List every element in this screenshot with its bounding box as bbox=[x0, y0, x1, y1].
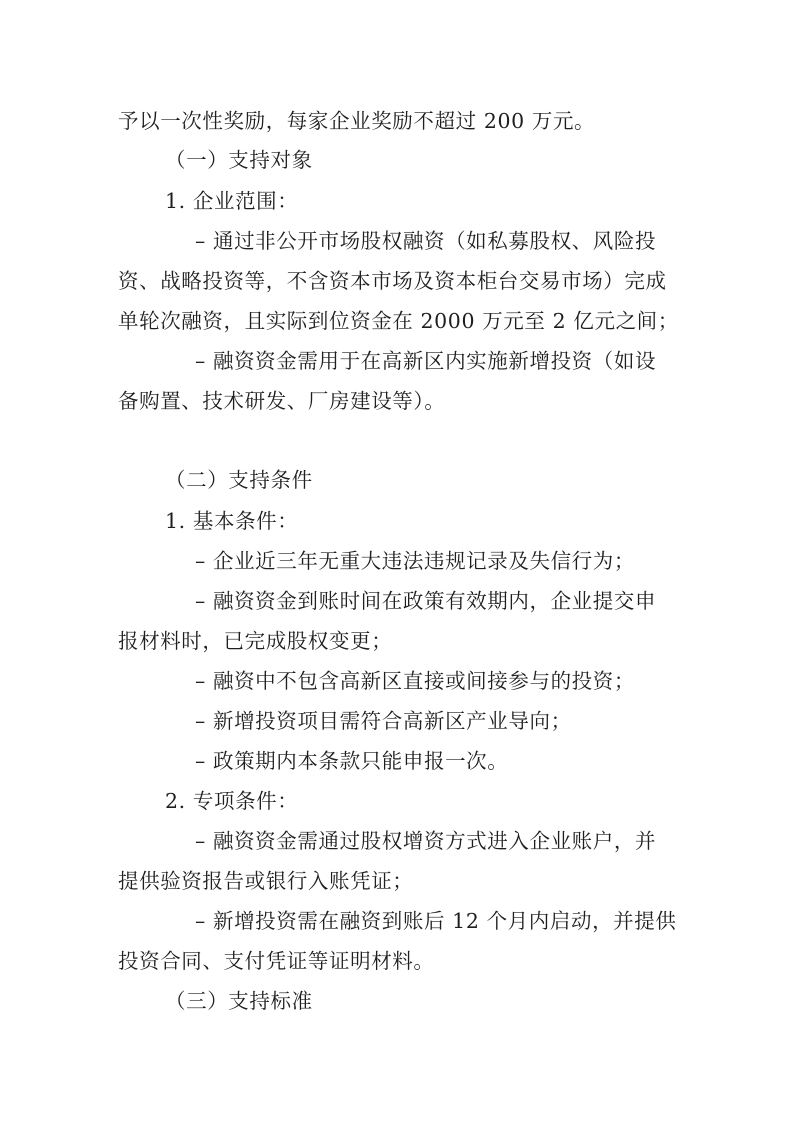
heading-support-target: （一）支持对象 bbox=[165, 148, 313, 172]
bullet-financing-line-1: – 通过非公开市场股权融资（如私募股权、风险投 bbox=[195, 229, 657, 253]
bullet-investment-start-line-1: – 新增投资需在融资到账后 12 个月内启动，并提供 bbox=[195, 909, 677, 933]
bullet-financing-line-3: 单轮次融资，且实际到位资金在 2000 万元至 2 亿元之间； bbox=[118, 309, 679, 333]
item-basic-conditions: 1. 基本条件： bbox=[165, 509, 299, 533]
bullet-funds-use-line-1: – 融资资金需用于在高新区内实施新增投资（如设 bbox=[195, 349, 657, 373]
bullet-arrival-time-line-2: 报材料时，已完成股权变更； bbox=[118, 629, 393, 653]
item-enterprise-scope: 1. 企业范围： bbox=[165, 189, 299, 213]
bullet-industry-guidance: – 新增投资项目需符合高新区产业导向； bbox=[195, 709, 572, 733]
bullet-arrival-time-line-1: – 融资资金到账时间在政策有效期内，企业提交申 bbox=[195, 589, 657, 613]
paragraph-award-limit: 予以一次性奖励，每家企业奖励不超过 200 万元。 bbox=[118, 109, 596, 133]
bullet-no-violations: – 企业近三年无重大违法违规记录及失信行为； bbox=[195, 549, 635, 573]
bullet-capital-increase-line-2: 提供验资报告或银行入账凭证； bbox=[118, 869, 414, 893]
heading-support-standards: （三）支持标准 bbox=[165, 989, 313, 1013]
item-special-conditions: 2. 专项条件： bbox=[165, 789, 299, 813]
bullet-capital-increase-line-1: – 融资资金需通过股权增资方式进入企业账户，并 bbox=[195, 829, 657, 853]
bullet-funds-use-line-2: 备购置、技术研发、厂房建设等）。 bbox=[118, 389, 446, 413]
heading-support-conditions: （二）支持条件 bbox=[165, 468, 313, 492]
bullet-financing-line-2: 资、战略投资等，不含资本市场及资本柜台交易市场）完成 bbox=[118, 269, 667, 293]
bullet-apply-once: – 政策期内本条款只能申报一次。 bbox=[195, 749, 509, 773]
bullet-no-district-investment: – 融资中不包含高新区直接或间接参与的投资； bbox=[195, 669, 635, 693]
bullet-investment-start-line-2: 投资合同、支付凭证等证明材料。 bbox=[118, 949, 435, 973]
